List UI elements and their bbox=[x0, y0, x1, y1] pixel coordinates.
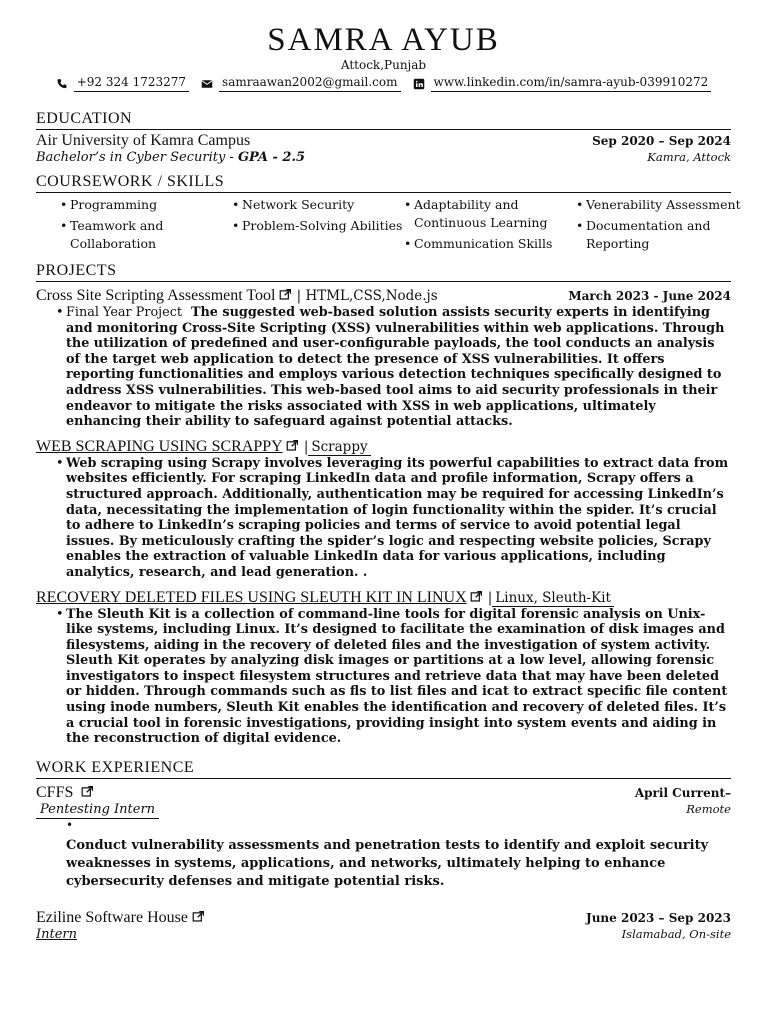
contact-phone[interactable] bbox=[56, 75, 189, 92]
skills-column bbox=[576, 196, 748, 256]
education-dates: Sep 2020 – Sep 2024 bbox=[592, 134, 731, 148]
skills-column bbox=[404, 196, 576, 256]
phone-icon bbox=[56, 78, 68, 90]
work-location: Remote bbox=[686, 801, 731, 816]
project-header bbox=[36, 285, 731, 305]
contact-email[interactable] bbox=[201, 75, 400, 92]
project-tech-label: Scrappy bbox=[308, 439, 370, 456]
work-section bbox=[36, 759, 731, 942]
project-tech: | Scrappy bbox=[304, 439, 371, 456]
project-desc-text: The suggested web-based solution assists security experts in identifying and monitoring Cross-Site Scripting (XSS) vulnerabilities within web applications. Through the utilization of predefined and user-configurable payloads, the tool conducts an analysis of the target web application to detect the presence of XSS vulnerabilities. It offers reporting functionalities and employs various detection techniques specifically designed to address XSS vulnerabilities. This web-based tool aims to aid security professionals in their endeavor to mitigate the risks associated with XSS in web applications, ultimately enhancing their ability to safeguard against potential attacks. bbox=[66, 305, 725, 430]
external-link-icon[interactable] bbox=[470, 590, 483, 603]
external-link-icon[interactable] bbox=[81, 785, 94, 798]
candidate-name: SAMRA AYUB bbox=[267, 22, 500, 58]
project-title-line bbox=[36, 587, 614, 607]
project-name[interactable] bbox=[36, 589, 467, 606]
external-link-icon[interactable] bbox=[279, 288, 292, 301]
contact-bar bbox=[36, 75, 731, 92]
role-title: Intern bbox=[36, 926, 78, 942]
envelope-icon bbox=[201, 78, 213, 90]
project-title-line bbox=[36, 436, 371, 456]
skills-column bbox=[60, 196, 232, 256]
project-tech-label: Linux, Sleuth-Kit bbox=[492, 590, 614, 607]
work-description: Conduct vulnerability assessments and penetration tests to identify and exploit security weaknesses in systems, applications, and networks, ultimately helping to enhance cybersecurity defenses and mitigate potential risks. bbox=[66, 837, 709, 889]
project-tech: | Linux, Sleuth-Kit bbox=[488, 590, 614, 607]
resume-page bbox=[36, 22, 741, 942]
project-dates: March 2023 - June 2024 bbox=[568, 289, 731, 303]
skill-item: • Adaptability and Continuous Learning bbox=[404, 196, 576, 232]
work-subrow bbox=[36, 927, 731, 942]
skill-item: • Programming bbox=[60, 196, 232, 214]
skills-grid bbox=[36, 196, 741, 256]
gpa: GPA - 2.5 bbox=[237, 150, 306, 165]
skill-item: • Network Security bbox=[232, 196, 404, 214]
company-line bbox=[36, 782, 94, 802]
external-link-icon[interactable] bbox=[286, 439, 299, 452]
phone-number[interactable]: +92 324 1723277 bbox=[74, 75, 189, 92]
candidate-location: Attock,Punjab bbox=[340, 58, 427, 72]
company-name[interactable]: Eziline Software House bbox=[36, 908, 188, 926]
work-dates: April Current– bbox=[634, 785, 731, 800]
skill-item: • Problem-Solving Abilities bbox=[232, 217, 404, 235]
project-description: • Web scraping using Scrapy involves leveraging its powerful capabilities to extract data from websites efficiently. For scraping LinkedIn data and profile information, Scrapy offers a structured approach. Additionally, authentication may be required for accessing LinkedIn’s data, necessitating the implementation of login functionality within the spider. It’s crucial to adhere to LinkedIn’s scraping policies and terms of service to avoid potential legal issues. By meticulously crafting the spider’s logic and respecting website policies, Scrapy enables the extraction of valuable LinkedIn data for various applications, including analytics, research, and lead generation. . bbox=[58, 456, 731, 581]
skills-column bbox=[232, 196, 404, 256]
project-name-text[interactable]: WEB SCRAPING USING SCRAPPY bbox=[36, 437, 283, 455]
work-row bbox=[36, 782, 731, 802]
company-name[interactable]: CFFS bbox=[36, 783, 74, 801]
skills-section bbox=[36, 173, 741, 256]
email-address[interactable]: samraawan2002@gmail.com bbox=[219, 75, 400, 92]
education-subrow bbox=[36, 150, 731, 165]
skills-heading: COURSEWORK / SKILLS bbox=[36, 173, 731, 193]
role-title: Pentesting Intern bbox=[36, 802, 159, 819]
projects-section bbox=[36, 262, 731, 747]
work-heading: WORK EXPERIENCE bbox=[36, 759, 731, 779]
education-row bbox=[36, 132, 731, 150]
skill-item: • Communication Skills bbox=[404, 235, 576, 253]
work-location: Islamabad, On-site bbox=[621, 926, 731, 941]
external-link-icon[interactable] bbox=[192, 910, 205, 923]
skill-item: • Venerability Assessment bbox=[576, 196, 748, 214]
skill-item: • Documentation and Reporting bbox=[576, 217, 748, 253]
company-line bbox=[36, 907, 205, 927]
work-row bbox=[36, 907, 731, 927]
linkedin-url[interactable]: www.linkedin.com/in/samra-ayub-039910272 bbox=[431, 75, 712, 92]
education-location: Kamra, Attock bbox=[647, 150, 731, 164]
bullet-marker: • bbox=[66, 817, 74, 832]
project-name[interactable] bbox=[36, 438, 283, 455]
degree-name: Bachelor’s in Cyber Security - bbox=[36, 150, 238, 165]
project-description: • The Sleuth Kit is a collection of command-line tools for digital forensic analysis on Unix-like systems, including Linux. It’s designed to facilitate the examination of disk images and filesystems, aiding in the recovery of deleted files and the investigation of system activity. Sleuth Kit operates by analyzing disk images or partitions at a low level, allowing forensic investigators to inspect filesystem structures and retrieve data that may have been deleted or hidden. Through commands such as fls to list files and icat to extract specific file content using inode numbers, Sleuth Kit enables the identification and recovery of deleted files. It’s a crucial tool in forensic investigations, providing insight into system events and aiding in the reconstruction of digital evidence. bbox=[58, 607, 731, 747]
project-tech-label: HTML,CSS,Node.js bbox=[305, 288, 438, 304]
project-header bbox=[36, 436, 731, 456]
skill-item: • Teamwork and Collaboration bbox=[60, 217, 232, 253]
project-lead: Final Year Project bbox=[66, 305, 183, 320]
institution-name: Air University of Kamra Campus bbox=[36, 132, 251, 149]
work-dates: June 2023 – Sep 2023 bbox=[586, 910, 731, 925]
project-name[interactable]: Cross Site Scripting Assessment Tool bbox=[36, 287, 276, 304]
linkedin-icon bbox=[413, 78, 425, 90]
project-name-text[interactable]: RECOVERY DELETED FILES USING SLEUTH KIT IN LINUX bbox=[36, 588, 467, 606]
education-heading: EDUCATION bbox=[36, 110, 731, 130]
work-subrow bbox=[36, 802, 731, 819]
project-title-line bbox=[36, 285, 438, 305]
project-tech: | HTML,CSS,Node.js bbox=[296, 288, 438, 304]
project-description bbox=[58, 305, 731, 430]
contact-linkedin[interactable] bbox=[413, 75, 712, 92]
projects-heading: PROJECTS bbox=[36, 262, 731, 282]
project-header bbox=[36, 587, 731, 607]
degree bbox=[36, 150, 305, 165]
education-section bbox=[36, 110, 731, 165]
